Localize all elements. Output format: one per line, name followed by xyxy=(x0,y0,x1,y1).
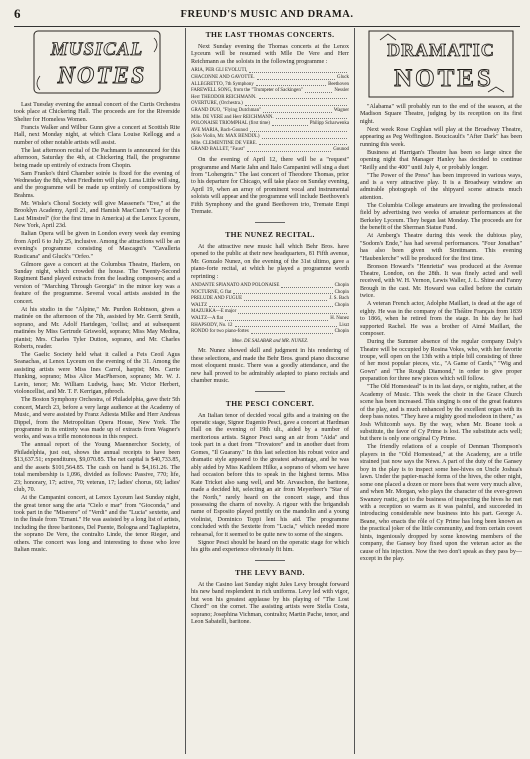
programme-item xyxy=(191,121,349,128)
article-paragraph: Last Tuesday evening the annual concert of the Curtis Orchestra took place at Chickering Hall. The proceeds are for the Riverside Shelter for Homeless Women. xyxy=(14,102,180,123)
leader-dots xyxy=(281,283,332,288)
programme-item xyxy=(191,101,349,108)
programme-item xyxy=(191,283,349,290)
programme-piece: RHAPSODY, No. 12 xyxy=(191,322,233,328)
leader-dots xyxy=(305,88,333,93)
article-paragraph: Bronson Howard's "Henrietta" was produced at the Avenue Theatre, London, on the 28th. It was finely acted and well received, with W. H. Vernon, Lewis Waller, J. L. Shine and Fanny Brough in the cast. Mr. Howard was called before the curtain twice. xyxy=(360,263,522,300)
article-paragraph: Gilmore gave a concert at the Columbus Theatre, Harlem, on Sunday night, which crowded the house. The Twenty-Second Regiment Band played extracts from the leading composers; and a version of "Marching Through Georgia" in the minor key was a feature of the programme. Several vocal artists assisted in the concert. xyxy=(14,261,180,305)
leader-dots xyxy=(244,296,327,301)
programme-piece: MAZURKA—E major xyxy=(191,309,237,315)
programme-item xyxy=(191,329,349,336)
leader-dots xyxy=(251,329,333,334)
article-paragraph: Italian Opera will be given in London every week day evening from April 6 to July 25, inclusive. Among the attractions will be an evening's programme consisting of Mascagni's "Cavalleria Rusticana" and Gluck's "Orfeo." xyxy=(14,231,180,260)
article-paragraph: At the Campanini concert, at Lenox Lyceum last Sunday night, the great tenor sang the aria "Cielo e mar" from "Gioconda," and took part in the "Miserere" of "Verdi" and the "Lucia" sextette, and in the finale from "Ernani." He was assisted by a long list of artists, including the three baritones, Del Puente, Bologna and Tagliapietra, the soprano De Vere, the contralto Linde, the tenor Rieger, and others. The concert was long and interesting to those who love Italian music. xyxy=(14,495,180,554)
programme-composer: Chopin xyxy=(334,282,349,288)
thomas-programme xyxy=(191,68,349,154)
programme-item xyxy=(191,303,349,310)
programme-piece: Herr THEODOR REICHMANN. xyxy=(191,94,257,100)
nunez-programme-note: Mme. DE SALABAR and MR. NUNEZ. xyxy=(231,338,309,344)
heading-nunez-recital: THE NUNEZ RECITAL. xyxy=(225,229,315,239)
programme-piece: POLONAISE TRIOMPHAL (first time) xyxy=(191,121,270,127)
programme-piece: WALTZ—A flat xyxy=(191,315,224,321)
programme-item xyxy=(191,316,349,323)
article-paragraph: The Columbia College amateurs are invading the professional field by advertising two weeks of amateur performances at the Berkeley Lyceum. They began last Monday. The proceeds are for the benefit of the Sherman Statue Fund. xyxy=(360,202,522,232)
column-concerts xyxy=(191,28,349,754)
article-paragraph: "Alabama" will probably run to the end of the season, at the Madison Square Theatre, judging by its reception on its first night. xyxy=(360,104,522,125)
programme-composer: Liszt xyxy=(339,322,349,328)
programme-item xyxy=(191,115,349,122)
article-paragraph: "The Power of the Press" has been improved in various ways, and is a very attractive play. It is a Broadway window an admirable photograph of the shipyard scene attracts much attention. xyxy=(360,172,522,201)
programme-item xyxy=(191,323,349,330)
leader-dots xyxy=(262,134,348,139)
leader-dots xyxy=(238,309,347,314)
programme-composer: H. Nunez xyxy=(330,315,349,321)
logo-word-notes: NOTES xyxy=(394,65,494,92)
leader-dots xyxy=(245,101,347,106)
programme-composer: Nessler xyxy=(334,88,349,94)
column-dramatic-notes xyxy=(360,28,522,754)
logo-word-musical: MUSICAL xyxy=(50,39,144,60)
leader-dots xyxy=(259,95,347,100)
article-paragraph: Mr. Wiske's Choral Society will give Massenet's "Eve," at the Brooklyn Academy, April 21, and Hamish MacCunn's "Lay of the Last Minstrel" (for the first time in America) at the Lenox Lyceum, New York, April 23d. xyxy=(14,200,180,230)
leader-dots xyxy=(259,141,347,146)
article-paragraph: The last afternoon recital of De Pachmann is announced for this afternoon, Saturday the 4th, at Chickering Hall, the programme being made up entirely of extracts from Chopin. xyxy=(14,147,180,169)
programme-piece: AVE MARIA, Bach-Gounod xyxy=(191,127,248,133)
programme-piece: PRELUDE AND FUGUE xyxy=(191,296,243,302)
article-paragraph: The Boston Symphony Orchestra, of Philadelphia, gave their 5th concert, March 23, before a very large audience at the Academy of Music, and were assisted by Franz Adiesta Milke and Herr Andreas Dippel, from the Metropolitan Opera House, New York. The programme in its entirety was made up of extracts from Wagner's works, and was a trifle monotonous in this respect. xyxy=(14,397,180,441)
leader-dots xyxy=(249,68,347,73)
dramatic-notes-body xyxy=(360,104,522,564)
programme-piece: NOCTURNE, G flat xyxy=(191,289,232,295)
heading-pesci-concert: THE PESCI CONCERT. xyxy=(225,398,315,408)
article-paragraph: At Amberg's Theatre during this week the dubious play, "Sodom's Ende," has had several performances. "Four Jonathan" has also been given with Streitmann. This evening "Haubenlerche" will be produced for the first time. xyxy=(360,233,522,262)
leader-dots xyxy=(233,290,332,295)
programme-item xyxy=(191,68,349,75)
article-paragraph: A veteran French actor, Adolphe Maillart, is dead at the age of eighty. He was in the company of the Théâtre Français from 1839 to 1866, when he retired from the stage. In his day he had supported Rachel. He was a brother of Aimé Maillart, the composer. xyxy=(360,301,522,338)
programme-piece: Mlle. DE VERE and Herr REICHMANN. xyxy=(191,114,274,120)
programme-item xyxy=(191,134,349,141)
article-paragraph: The friendly relations of a couple of Denman Thompson's players in the "Old Homestead," at the Academy, are a trifle strained just now says the News. A part of the duty of the Gansey boy in the play is to inspect some hee-hives on Uncle Joshua's lawn. Under the papier-maché forms of the hives, the other night, some one placed a dozen or more bees that were very much alive, and when Mr. Morgan, who plays the character of the ever-grown Swanzey rustic, got to the business of inspecting the hives he met with a reception so warm as it was painful, and succeeded in introducing considerable new business into his part. George A. Beane, who enacts the rôle of Cy Prime has long been known as the practical joker of the little community, and from certain covert hints, ingeniously dropped by some knowing members of the company, the Gansey boy fixed upon the veteran actor as the cause of his injection. Now the two don't speak as they pass by—except in the play. xyxy=(360,444,522,563)
pesci-paragraph: An Italian tenor of decided vocal gifts and a training on the operatic stage, Signor Eugenio Pesci, gave a concert at Hardman Hall on the evening of 19th ult., aided by a number of meritorious artists. Signor Pesci sang an air from "Aida" and took part in a duet from "Trovatore" and in another duet from Gomes, "Il Guarany." In this last selection his robust voice and dramatic style appeared to the greatest advantage, and he was ably aided by Miss Kathleen Hilke, a soprano of whom we have had occasion before this to speak in the highest terms. Miss Kate Tricket also sang well, and Mr. Arvaschon, the baritone, made a decided hit, selecting an air from Meyerbeer's "Star of the North," rarely heard on the concert stage, and thus possessing the charm of novelty. A rigour with the brigandish name of Esposito played prettily on the mandolin and a young violinist, Dominico Toppi lent his aid. The programme concluded with the Sextette from "Lucia," which needed more rehearsal, for it seemed to be quite new to some of the singers. xyxy=(191,412,349,538)
programme-composer: Gluck xyxy=(337,74,349,80)
heading-last-thomas-concerts: THE LAST THOMAS CONCERTS. xyxy=(205,30,335,39)
leader-dots xyxy=(263,108,332,113)
heading-levy-band: THE LEVY BAND. xyxy=(235,567,305,577)
leader-dots xyxy=(257,75,335,80)
section-rule xyxy=(255,560,285,561)
publication-title: FREUND'S MUSIC AND DRAMA. xyxy=(180,8,354,20)
nunez-paragraph: Mr. Nunez showed skill and judgment in his rendering of these selections, and made the Behr Bros. grand piano discourse most eloquent music. There was a goodly attendance, and the new hall proved to be admirably adapted to piano recitals and chamber music. xyxy=(191,348,349,385)
programme-composer: Chopin xyxy=(334,329,349,335)
leader-dots xyxy=(235,323,338,328)
article-paragraph: During the Summer absence of the regular company Daly's Theatre will be occupied by Rosina Vokes, who, with her favorite troupe, will open on the 13th with a triple bill consisting of three of her most popular pieces, viz., "A Game of Cards," "Wig and Gown" and "The Rough Diamond," in order to give proper preparation for three new pieces which will follow. xyxy=(360,339,522,383)
thomas-intro: Next Sunday evening the Thomas concerts at the Lenox Lyceum will be resumed with Mlle De Vere and Herr Reichmann as the soloists in the following programme : xyxy=(191,44,349,65)
section-rule xyxy=(255,391,285,392)
logo-word-notes: NOTES xyxy=(57,63,147,89)
article-paragraph: The annual report of the Young Maennerchor Society, of Philadelphia, just out, shows the annual receipts to have been $13,637.51; expenditures, $9,070.85. The net capital is $40,733.85, and the assets $101,564.85. The cash on hand is $4,161.26. The total membership is 1,096, divided as follows: Passive, 770; life, 23; honorary, 17; active, 70; veteran, 17; ladies' chorus, 60; ladies' club, 70. xyxy=(14,442,180,494)
column-musical-notes xyxy=(14,28,180,754)
programme-item xyxy=(191,128,349,135)
programme-composer: Chopin xyxy=(334,289,349,295)
header-rule xyxy=(14,26,520,27)
nunez-intro: At the attractive new music hall which Behr Bros. have opened to the public at their new headquarters, 81 Fifth avenue, Mr. Gonzalo Nunez, on the evening of the 31st ultimo, gave a piano-forte recital, at which he played a programme worth reprinting : xyxy=(191,243,349,280)
column-divider xyxy=(354,28,355,754)
page-number: 6 xyxy=(14,6,21,21)
musical-notes-logo xyxy=(30,28,164,98)
article-paragraph: Francis Walker and Wilbur Gunn give a concert at Scottish Rite Hall, next Monday night, at which Clara Louise Kellogg and a number of other notable artists will assist. xyxy=(14,124,180,146)
programme-item xyxy=(191,82,349,89)
programme-piece: ANDANTE SPIANATO AND POLONAISE xyxy=(191,282,280,288)
programme-composer: Philipp Scharwenka xyxy=(309,121,349,127)
programme-piece: (Solo Violin, Mr. MAX BENDIX.) xyxy=(191,134,260,140)
leader-dots xyxy=(250,128,347,133)
leader-dots xyxy=(272,121,308,126)
leader-dots xyxy=(256,82,326,87)
column-divider xyxy=(185,28,186,754)
programme-piece: GRAND DUO, "Flying Dutchman" xyxy=(191,107,262,113)
programme-composer: Chopin xyxy=(334,302,349,308)
programme-item xyxy=(191,75,349,82)
thomas-paragraph: On the evening of April 12, there will be a "request" programme and Marie Jahn and Italo Campanini will sing a duet from "Lohengrin." The last concert of Theodore Thomas, prior to his departure for Chicago, will take place on Sunday evening, April 19, when an array of prominent vocal and instrumental soloists will appear and the programme will include Beethoven's Fifth Symphony and the grand Beethoven trio, Tremate Empi Tremate. xyxy=(191,157,349,216)
programme-item xyxy=(191,147,349,154)
programme-item xyxy=(191,141,349,148)
programme-item xyxy=(191,88,349,95)
leader-dots xyxy=(247,147,331,152)
article-paragraph: Next week Rose Coghlan will play at the Broadway Theatre, appearing as Peg Woffington. Boucicault's "After Dark" has been running this week. xyxy=(360,126,522,148)
nunez-programme xyxy=(191,283,349,336)
programme-composer: Gounod xyxy=(333,147,349,153)
programme-piece: RONDO for two piano-fortes xyxy=(191,329,249,335)
programme-piece: ARIA, PER GLI EVOLUTI, xyxy=(191,68,248,74)
article-paragraph: "The Old Homestead" is in its last days, or nights, rather, at the Academy of Music. This week the choir in the Grace Church scene has been increased. This singing is one of the great features of the play, and is much enhanced by the excellent organ with its deep bass notes. "They have a mighty good melodeon in there," as Josh Whitcomb says. By the way, when Mr. Boane took a substitute, the favor of Cy Prime is lost. The substitute acts well; but there is only one original Cy Prime. xyxy=(360,384,522,443)
musical-notes-body xyxy=(14,102,180,555)
programme-item xyxy=(191,108,349,115)
leader-dots xyxy=(209,303,332,308)
programme-piece: FAREWELL SONG, from the "Trumpeter of Sackingen" xyxy=(191,88,303,94)
programme-item xyxy=(191,95,349,102)
programme-piece: GRAND BALLET, "Faust" xyxy=(191,147,246,153)
page-header xyxy=(14,6,520,22)
programme-item xyxy=(191,296,349,303)
programme-piece: CHACONNE AND GAVOTTE. xyxy=(191,74,255,80)
programme-composer: J. S. Bach xyxy=(329,296,349,302)
dramatic-notes-logo xyxy=(366,28,516,100)
pesci-paragraph: Signor Pesci should be heard on the operatic stage for which his gifts and experience obviously fit him. xyxy=(191,539,349,554)
article-paragraph: The Gaelic Society held what it called a Feis Ceoil Agus Seanachas, at Lenox Lyceum on the evening of the 31. Among the assisting artists were Miss Ines Carrol, harpist; Mrs. Carrie Hunking, soprano; Miss Alice MacPherson, soprano; Mr. W. J. Lavin, tenor; Mr. William Ludwig, bass; Mr. Victor Herbert, violoncellist, and Mr. T. F. Kerrigan, pibroch. xyxy=(14,351,180,396)
programme-item xyxy=(191,290,349,297)
programme-piece: OVERTURE, (Orchestra.) xyxy=(191,101,243,107)
programme-piece: ALLEGRETTO, 7th Symphony xyxy=(191,81,254,87)
programme-item xyxy=(191,309,349,316)
programme-piece: WALTZ xyxy=(191,302,208,308)
programme-composer: Beethoven xyxy=(328,81,349,87)
programme-composer: Wagner xyxy=(333,107,349,113)
leader-dots xyxy=(276,115,347,120)
article-paragraph: At his studio in the "Alpine," Mr. Purdon Robinson, gives a matinée on the afternoon of the 7th, assisted by Mr. Gerrit Smith, soprano, and Mr. Adolf Hartdegen, 'cellist; and at subsequent matinées by Miss Gertrude Griswold, soprano; Miss May Medina, pianist; Mrs. Charles Tyler Dutton, soprano, and Mr. Charles Roberts, reader. xyxy=(14,306,180,350)
leader-dots xyxy=(225,316,328,321)
logo-word-dramatic: DRAMATIC xyxy=(387,40,495,60)
section-rule xyxy=(255,222,285,223)
article-paragraph: Business at Harrigan's Theatre has been so large since the opening night that Manager Hanley has decided to continue "Reilly and the 400" until July 4, or probably longer. xyxy=(360,149,522,171)
programme-piece: Mlle. CLEMENTINE DE VERE. xyxy=(191,140,257,146)
article-paragraph: Sam Franko's third Chamber soirée is fixed for the evening of Wednesday the 8th, when Friedheim will play. Lena Little will sing, and the programme will be made up entirely of compositions by Brahms. xyxy=(14,170,180,199)
levy-paragraph: At the Casino last Sunday night Jules Levy brought forward his new band resplendent in rich uniforms. Levy led with vigor, but won his greatest applause by his playing of "The Lost Chord" on the cornet. The assisting artists were Stella Costa, soprano; Josephina Vichman, contralto; Martin Pache, tenor, and Leon Sabatelli, baritone. xyxy=(191,581,349,625)
